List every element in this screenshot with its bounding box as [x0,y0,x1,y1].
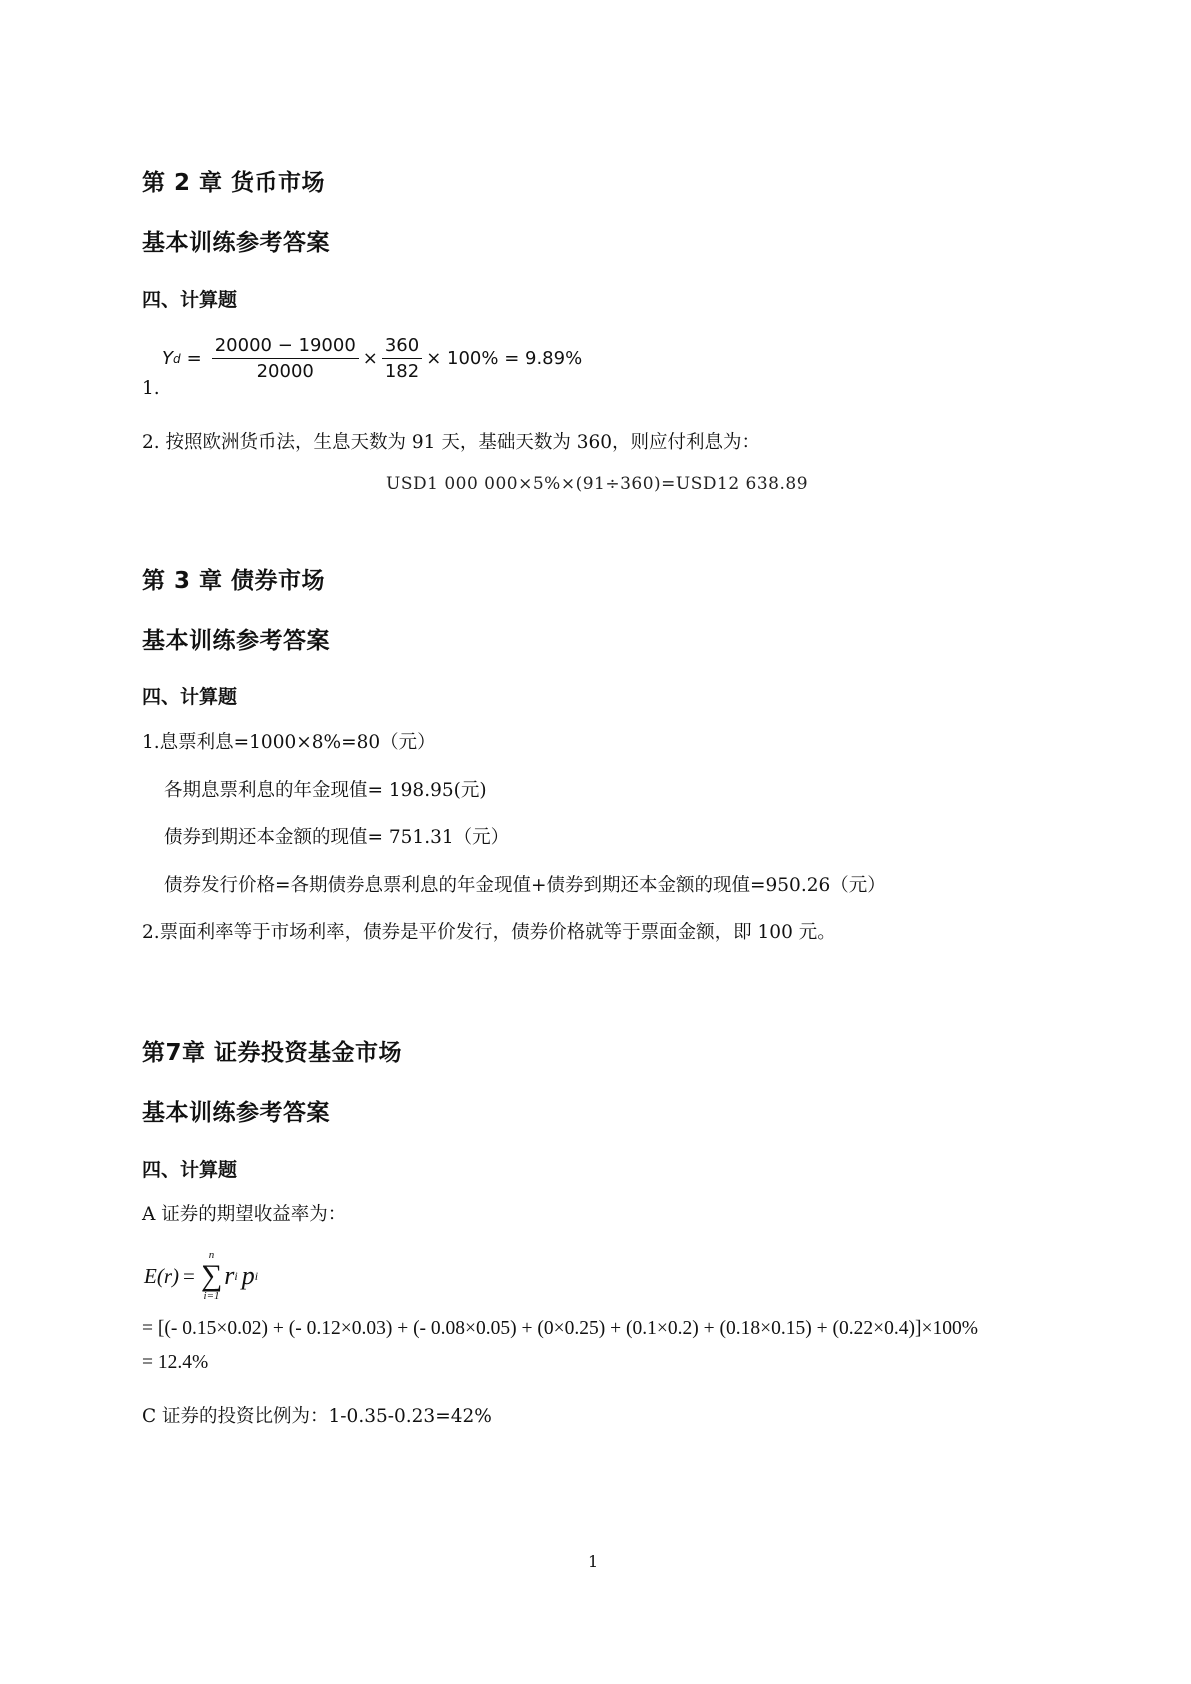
expected-return-equation-3: = 12.4% [142,1352,209,1373]
chapter-3-line-3: 债券到期还本金额的现值= 751.31（元） [164,827,510,848]
summation-symbol [201,1250,222,1302]
chapter-3-section: 四、计算题 [142,686,238,708]
q1-number: 1. [142,378,160,399]
eq1-equals: = [183,1263,195,1288]
chapter-7-intro: A 证券的期望收益率为： [142,1204,347,1225]
eq1-r-sub: i [234,1268,238,1283]
q1-fraction-1 [212,336,359,382]
chapter-3-line-4: 债券发行价格=各期债券息票利息的年金现值+债券到期还本金额的现值=950.26（元） [164,875,886,896]
sum-upper-limit: n [208,1249,215,1261]
q1-frac2-numerator: 360 [382,336,422,359]
eq1-p: p [241,1261,255,1290]
expected-return-equation-1 [144,1250,258,1302]
chapter-7-c-line: C 证券的投资比例为：1-0.35-0.23=42% [142,1406,492,1427]
chapter-2-title: 第 2 章 货币市场 [142,170,326,196]
chapter-3-title: 第 3 章 债券市场 [142,568,326,594]
page-number: 1 [588,1552,599,1571]
q1-rest: × 100% = 9.89% [426,348,583,370]
q1-frac1-denominator: 20000 [256,360,314,382]
chapter-3-line-2: 各期息票利息的年金现值= 198.95(元) [164,780,487,801]
eq1-p-sub: i [254,1268,259,1283]
q1-fraction-2 [382,336,422,382]
chapter-2-q2-text: 2. 按照欧洲货币法，生息天数为 91 天，基础天数为 360，则应付利息为： [142,432,761,453]
chapter-2-subtitle: 基本训练参考答案 [142,230,330,256]
q1-frac2-denominator: 182 [384,360,420,382]
sum-sign: ∑ [200,1259,223,1292]
q1-frac1-numerator: 20000 − 19000 [212,336,359,359]
chapter-7-subtitle: 基本训练参考答案 [142,1100,330,1126]
sum-lower-limit: i=1 [203,1290,220,1302]
q1-lhs-var: Y [162,348,173,370]
q1-equals: = [186,348,202,370]
chapter-7-section: 四、计算题 [142,1159,238,1181]
expected-return-equation-2: = [(- 0.15×0.02) + (- 0.12×0.03) + (- 0.08×0.05) + (0×0.25) + (0.1×0.2) + (0.18×0.15) + (0.22×0.4)]×100% [142,1318,978,1339]
eq1-lhs: E(r) [144,1263,179,1288]
q1-times: × [362,348,378,370]
chapter-3-line-5: 2.票面利率等于市场利率，债券是平价发行，债券价格就等于票面金额，即 100 元。 [142,922,836,943]
chapter-7-title: 第7章 证券投资基金市场 [142,1040,403,1066]
chapter-2-q2-formula: USD1 000 000×5%×(91÷360)=USD12 638.89 [386,474,809,494]
chapter-2-section: 四、计算题 [142,289,238,311]
chapter-3-subtitle: 基本训练参考答案 [142,628,330,654]
chapter-3-line-1: 1.息票利息=1000×8%=80（元） [142,732,436,753]
eq1-r: r [224,1261,235,1290]
q1-lhs-sub: d [173,351,181,366]
